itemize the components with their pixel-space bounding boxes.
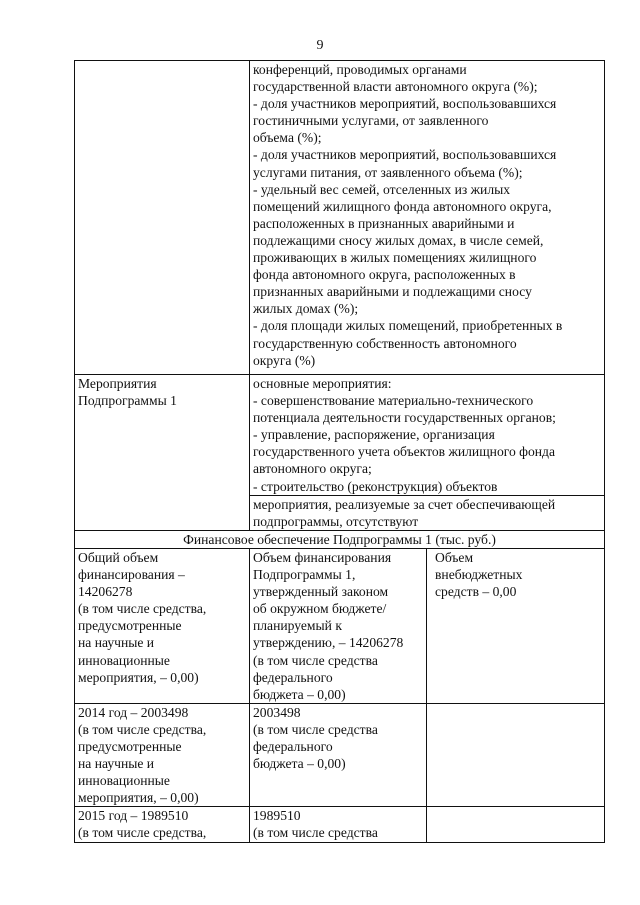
financing-total-col3: Объем внебюджетных средств – 0,00	[427, 548, 605, 703]
financing-total-row	[75, 548, 605, 703]
measures-cell	[250, 375, 605, 531]
financing-total-col1: Общий объем финансирования – 14206278 (в том числе средства, предусмотренные на научные и инновационные мероприятия, – 0,00)	[75, 548, 250, 703]
measures-row	[75, 375, 605, 531]
financing-total-col2: Объем финансирования Подпрограммы 1, утвержденный законом об окружном бюджете/ планируемый к утверждению, – 14206278 (в том числе средства федерального бюджета – 0,00)	[250, 548, 427, 703]
financing-2014-col3	[427, 703, 605, 807]
measures-label: Мероприятия Подпрограммы 1	[75, 375, 250, 531]
financing-2015-row	[75, 807, 605, 842]
measures-secondary-text: мероприятия, реализуемые за счет обеспечивающей подпрограммы, отсутствуют	[250, 495, 604, 530]
financing-2014-col2: 2003498 (в том числе средства федерального бюджета – 0,00)	[250, 703, 427, 807]
page-number: 9	[316, 38, 324, 53]
indicators-text: конференций, проводимых органами государственной власти автономного округа (%); - доля участников мероприятий, воспользовавшихся гостиничными услугами, от заявленного объема (%); - доля участников мероприятий, воспользовавшихся услугами питания, от заявленного объема (%); - удельный вес семей, отселенных из жилых помещений жилищного фонда автономного округа, расположенных в признанных аварийными и подлежащими сносу жилых домах, в числе семей, проживающих в жилых помещениях жилищного фонда автономного округа, расположенных в признанных аварийными и подлежащими сносу жилых домах (%); - доля площади жилых помещений, приобретенных в государственную собственность автономного округа (%)	[250, 61, 605, 375]
indicators-row	[75, 61, 605, 375]
financing-2015-col3	[427, 807, 605, 842]
financing-2014-col1: 2014 год – 2003498 (в том числе средства, предусмотренные на научные и инновационные мероприятия, – 0,00)	[75, 703, 250, 807]
subprogram-passport-table	[74, 60, 605, 843]
financing-2015-col2: 1989510 (в том числе средства	[250, 807, 427, 842]
financing-2015-col1: 2015 год – 1989510 (в том числе средства,	[75, 807, 250, 842]
financing-header: Финансовое обеспечение Подпрограммы 1 (тыс. руб.)	[75, 530, 605, 548]
financing-header-row	[75, 530, 605, 548]
measures-main-text: основные мероприятия: - совершенствование материально-технического потенциала деятельности государственных органов; - управление, распоряжение, организация государственного учета объектов жилищного фонда автономного округа; - строительство (реконструкция) объектов	[253, 376, 556, 494]
indicators-label-cell	[75, 61, 250, 375]
financing-2014-row	[75, 703, 605, 807]
